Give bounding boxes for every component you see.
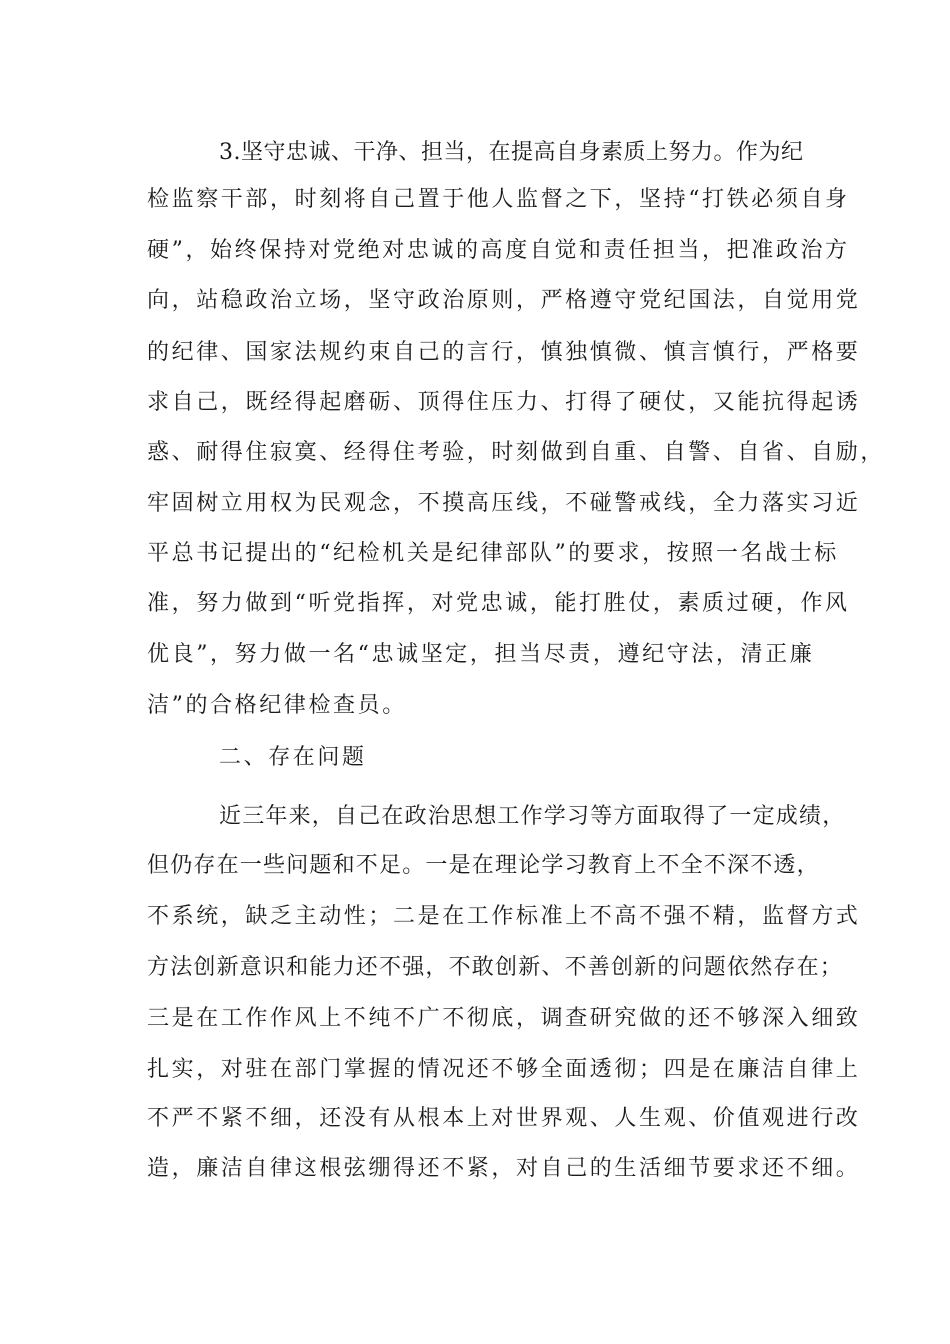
- paragraph-line: 3.坚守忠诚、干净、担当，在提高自身素质上努力。作为纪: [219, 140, 804, 165]
- paragraph-line: 检监察干部，时刻将自己置于他人监督之下，坚持“打铁必须自身: [147, 187, 850, 212]
- paragraph-line: 不系统，缺乏主动性；二是在工作标准上不高不强不精，监督方式: [147, 904, 861, 929]
- paragraph-line: 但仍存在一些问题和不足。一是在理论学习教育上不全不深不透，: [147, 853, 820, 878]
- paragraph-line: 准，努力做到“听党指挥，对党忠诚，能打胜仗，素质过硬，作风: [147, 591, 850, 616]
- paragraph-line: 洁”的合格纪律检查员。: [147, 693, 407, 718]
- paragraph-line: 三是在工作作风上不纯不广不彻底，调查研究做的还不够深入细致: [147, 1006, 861, 1031]
- paragraph-line: 方法创新意识和能力还不强，不敢创新、不善创新的问题依然存在；: [147, 955, 844, 980]
- section-heading: 二、存在问题: [219, 745, 367, 770]
- paragraph-line: 优良”，努力做一名“忠诚坚定，担当尽责，遵纪守法，清正廉: [147, 642, 815, 667]
- paragraph-line: 牢固树立用权为民观念，不摸高压线，不碰警戒线，全力落实习近: [147, 491, 861, 516]
- paragraph-line: 向，站稳政治立场，坚守政治原则，严格遵守党纪国法，自觉用党: [147, 288, 861, 313]
- paragraph-line: 近三年来，自己在政治思想工作学习等方面取得了一定成绩，: [219, 804, 846, 829]
- paragraph-line: 硬”，始终保持对党绝对忠诚的高度自觉和责任担当，把准政治方: [147, 238, 850, 263]
- paragraph-line: 造，廉洁自律这根弦绷得还不紧，对自己的生活细节要求还不细。: [147, 1156, 861, 1181]
- paragraph-line: 扎实，对驻在部门掌握的情况还不够全面透彻；四是在廉洁自律上: [147, 1057, 861, 1082]
- paragraph-line: 求自己，既经得起磨砺、顶得住压力、打得了硬仗，又能抗得起诱: [147, 390, 861, 415]
- paragraph-line: 平总书记提出的“纪检机关是纪律部队”的要求，按照一名战士标: [147, 541, 839, 566]
- paragraph-line: 的纪律、国家法规约束自己的言行，慎独慎微、慎言慎行，严格要: [147, 340, 861, 365]
- paragraph-line: 不严不紧不细，还没有从根本上对世界观、人生观、价值观进行改: [147, 1106, 861, 1131]
- paragraph-line: 惑、耐得住寂寞、经得住考验，时刻做到自重、自警、自省、自励，: [147, 440, 886, 465]
